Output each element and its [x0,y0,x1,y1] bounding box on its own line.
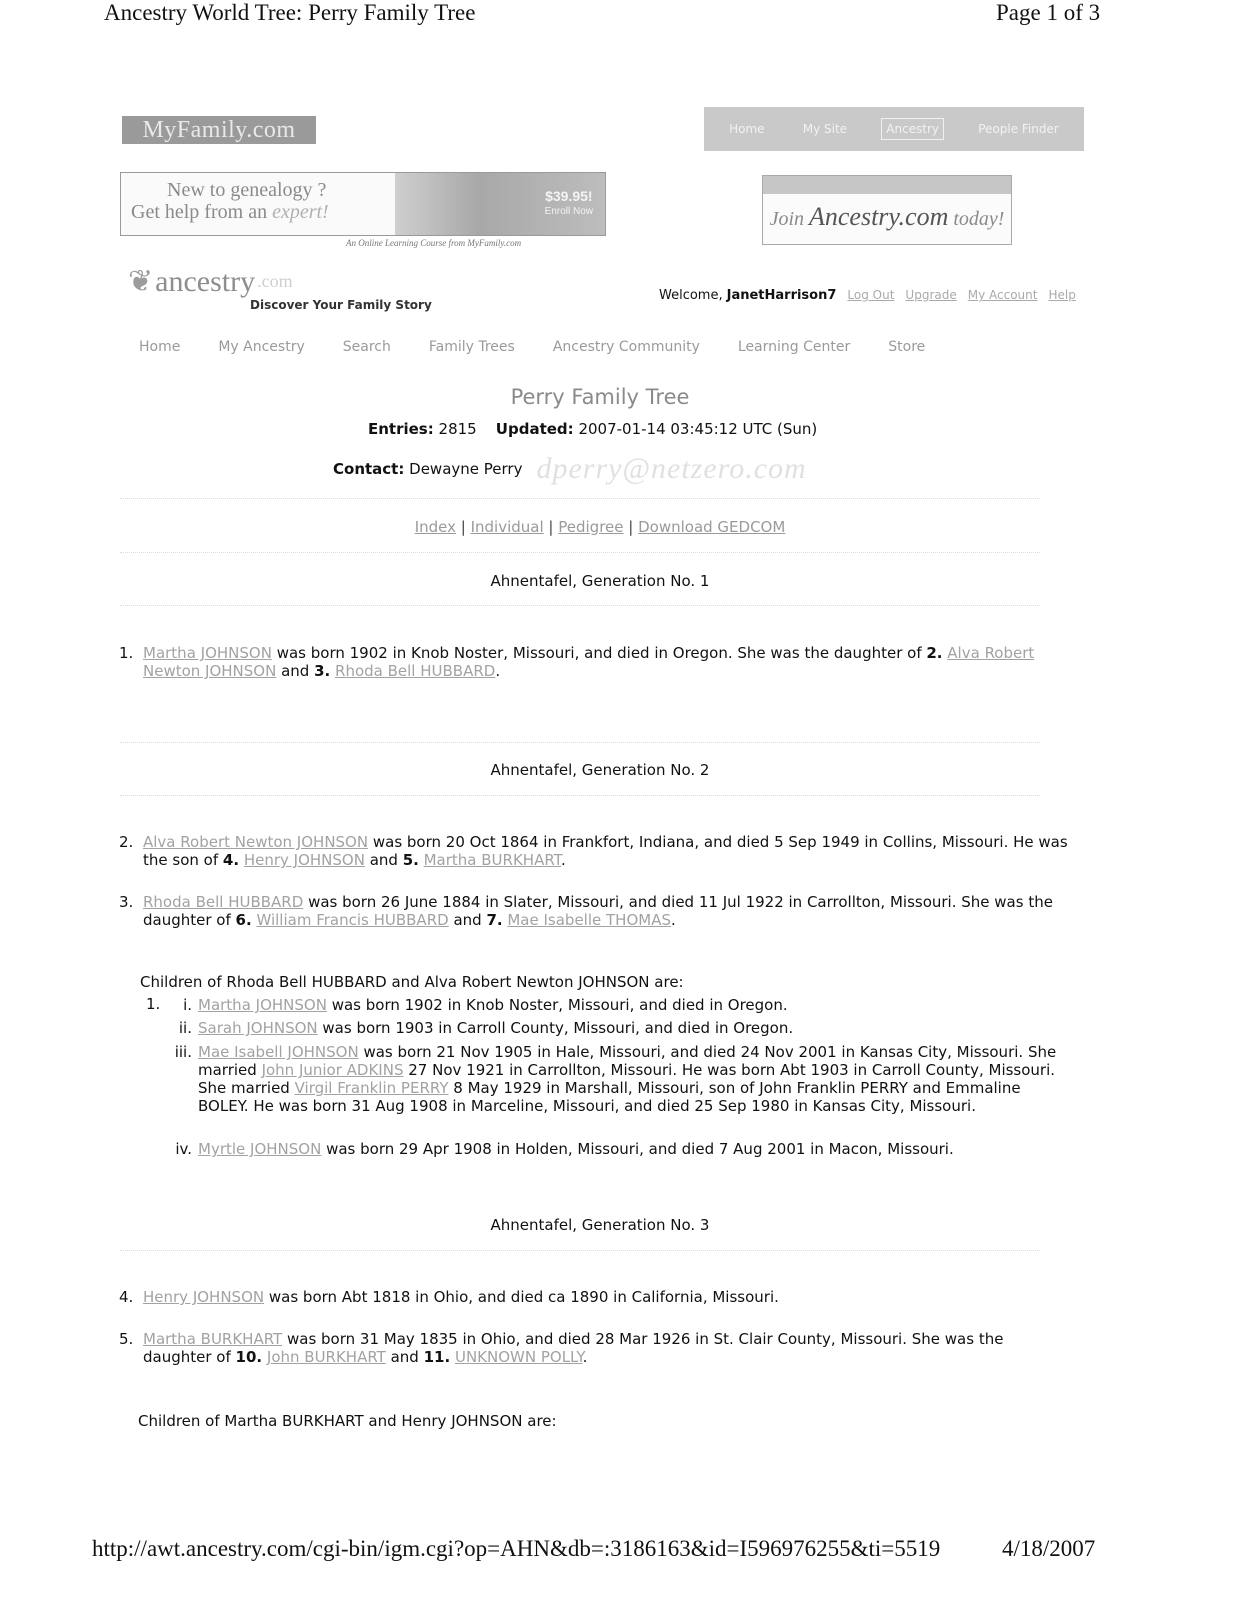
child-link[interactable]: Mae Isabell JOHNSON [198,1043,359,1061]
print-page-title: Ancestry World Tree: Perry Family Tree [104,0,476,25]
help-link[interactable]: Help [1048,288,1076,302]
join-ancestry-ad[interactable] [762,175,1012,245]
upgrade-link[interactable]: Upgrade [905,288,957,302]
ancestry-main-nav [139,339,963,355]
ad-photo [395,173,605,235]
nav-ancestry-community[interactable]: Ancestry Community [552,339,700,355]
person-entry: 3. Rhoda Bell HUBBARD was born 26 June 1884 in Slater, Missouri, and died 11 Jul 1922 in Carrollton, Missouri. She was the daughter of 6. William Francis HUBBARD and 7. Mae Isabelle THOMAS. [119,893,1053,929]
divider [120,498,1040,499]
top-nav-my-site[interactable]: My Site [802,122,848,136]
person-link[interactable]: Rhoda Bell HUBBARD [143,893,304,911]
updated-timestamp: 2007-01-14 03:45:12 UTC (Sun) [578,420,818,438]
generation-heading: Ahnentafel, Generation No. 2 [490,761,710,779]
child-entry: ii. Sarah JOHNSON was born 1903 in Carroll County, Missouri, and died in Oregon. [178,1019,794,1037]
child-entry: iv. Myrtle JOHNSON was born 29 Apr 1908 in Holden, Missouri, and died 7 Aug 2001 in Macon, Missouri. [175,1140,954,1158]
parent-link[interactable]: Rhoda Bell HUBBARD [335,662,496,680]
parent-link[interactable]: UNKNOWN POLLY [454,1348,583,1366]
generation-heading: Ahnentafel, Generation No. 3 [490,1216,710,1234]
nav-learning-center[interactable]: Learning Center [737,339,851,355]
person-link[interactable]: Alva Robert Newton JOHNSON [143,833,369,851]
nav-my-ancestry[interactable]: My Ancestry [218,339,305,355]
tree-contact: Contact: Dewayne Perry dperry@netzero.com [333,452,807,485]
log-out-link[interactable]: Log Out [847,288,895,302]
person-link[interactable]: Henry JOHNSON [143,1288,265,1306]
parent-link[interactable]: William Francis HUBBARD [256,911,449,929]
ad-text [121,173,395,235]
ad-caption: An Online Learning Course from MyFamily.com [346,238,522,248]
welcome-label: Welcome, [659,288,723,303]
tree-title: Perry Family Tree [510,385,690,409]
ancestry-tagline: Discover Your Family Story [250,298,432,312]
divider [120,1250,1040,1251]
child-entry: i. Martha JOHNSON was born 1902 in Knob Noster, Missouri, and died in Oregon. [183,996,788,1014]
spouse-link[interactable]: Virgil Franklin PERRY [294,1079,449,1097]
children-heading: Children of Rhoda Bell HUBBARD and Alva Robert Newton JOHNSON are: [140,973,684,991]
entries-count: 2815 [438,420,477,438]
nav-home[interactable]: Home [139,339,181,355]
tree-sub-nav: Index | Individual | Pedigree | Download GEDCOM [414,518,786,536]
child-link[interactable]: Myrtle JOHNSON [198,1140,322,1158]
child-entry: iii. Mae Isabell JOHNSON was born 21 Nov 1905 in Hale, Missouri, and died 24 Nov 2001 in Kansas City, Missouri. She married John Junior ADKINS 27 Nov 1921 in Carrollton, Missouri. He was born Abt 1903 in Carroll County, Missouri. She married Virgil Franklin PERRY 8 May 1929 in Marshall, Missouri, son of John Franklin PERRY and Emmaline BOLEY. He was born 31 Aug 1908 in Marceline, Missouri, and died 25 Sep 1980 in Kansas City, Missouri. [174,1043,1057,1115]
genealogy-course-ad[interactable] [120,172,606,236]
parent-link[interactable]: Henry JOHNSON [243,851,365,869]
nav-family-trees[interactable]: Family Trees [428,339,515,355]
children-heading: Children of Martha BURKHART and Henry JOHNSON are: [138,1412,557,1430]
myfamily-top-nav [704,107,1084,151]
divider [120,605,1040,606]
person-entry: 2. Alva Robert Newton JOHNSON was born 20 Oct 1864 in Frankfort, Indiana, and died 5 Sep 1949 in Collins, Missouri. He was the son of 4. Henry JOHNSON and 5. Martha BURKHART. [119,833,1068,869]
parent-link[interactable]: Alva Robert Newton JOHNSON [143,644,1035,680]
download-gedcom-link[interactable]: Download GEDCOM [638,518,786,536]
ad-header-bar [763,176,1011,194]
ancestry-leaf-icon: ❦ [128,265,154,298]
generation-heading: Ahnentafel, Generation No. 1 [490,572,710,590]
pedigree-link[interactable]: Pedigree [558,518,624,536]
divider [120,795,1040,796]
divider [120,552,1040,553]
contact-name: Dewayne Perry [409,460,523,478]
child-link[interactable]: Sarah JOHNSON [198,1019,318,1037]
top-nav-people-finder[interactable]: People Finder [978,122,1059,136]
parent-link[interactable]: Martha BURKHART [423,851,562,869]
welcome-bar [659,288,1076,303]
ancestry-logo[interactable]: ❦ ancestry .com [128,264,293,298]
my-account-link[interactable]: My Account [967,288,1038,302]
child-link[interactable]: Martha JOHNSON [198,996,327,1014]
person-entry: 1. Martha JOHNSON was born 1902 in Knob Noster, Missouri, and died in Oregon. She was the daughter of 2. Alva Robert Newton JOHNSON and 3. Rhoda Bell HUBBARD. [119,644,1035,680]
parent-link[interactable]: Mae Isabelle THOMAS [507,911,671,929]
top-nav-home[interactable]: Home [729,122,765,136]
divider [120,742,1040,743]
print-date: 4/18/2007 [1002,1536,1096,1561]
person-link[interactable]: Martha BURKHART [143,1330,283,1348]
individual-link[interactable]: Individual [470,518,544,536]
child-outer-number: 1. [146,995,161,1013]
ad-line-1: New to genealogy ? [167,179,327,201]
ad-price: $39.95! Enroll Now [544,188,593,217]
tree-stats: Entries: 2815 Updated: 2007-01-14 03:45:12 UTC (Sun) [368,420,818,438]
nav-store[interactable]: Store [888,339,926,355]
print-page-number: Page 1 of 3 [996,0,1101,25]
index-link[interactable]: Index [414,518,456,536]
contact-email-link[interactable]: dperry@netzero.com [536,452,807,485]
top-nav-ancestry[interactable]: Ancestry [881,118,944,140]
myfamily-logo[interactable]: MyFamily.com [122,116,316,144]
parent-link[interactable]: John BURKHART [266,1348,386,1366]
ad-line-2: Get help from an expert! [131,201,329,223]
person-entry: 5. Martha BURKHART was born 31 May 1835 in Ohio, and died 28 Mar 1926 in St. Clair County, Missouri. She was the daughter of 10. John BURKHART and 11. UNKNOWN POLLY. [119,1330,1004,1366]
print-url: http://awt.ancestry.com/cgi-bin/igm.cgi?op=AHN&db=:3186163&id=I596976255&ti=5519 [92,1536,941,1561]
nav-search[interactable]: Search [342,339,391,355]
person-link[interactable]: Martha JOHNSON [143,644,272,662]
spouse-link[interactable]: John Junior ADKINS [261,1061,404,1079]
username: JanetHarrison7 [726,288,837,303]
join-ancestry-text: Join Ancestry.com today! [769,202,1005,231]
person-entry: 4. Henry JOHNSON was born Abt 1818 in Ohio, and died ca 1890 in California, Missouri. [119,1288,779,1306]
